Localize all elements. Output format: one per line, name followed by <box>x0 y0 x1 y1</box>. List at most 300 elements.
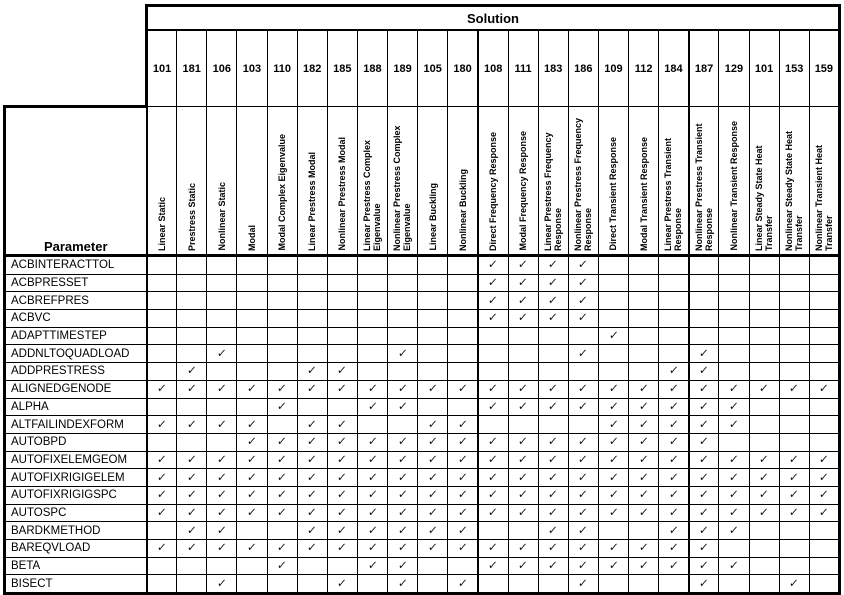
checkmark-icon: ✓ <box>397 347 409 360</box>
checkmark-icon: ✓ <box>246 453 258 466</box>
checkmark-icon: ✓ <box>547 400 559 413</box>
checkmark-icon: ✓ <box>547 560 559 573</box>
solution-name-label: Nonlinear Steady State Heat Transfer <box>784 130 805 251</box>
solution-name <box>418 107 448 256</box>
check-cell <box>629 557 659 575</box>
check-cell <box>598 363 628 381</box>
check-cell <box>237 380 267 398</box>
check-cell <box>147 469 177 487</box>
check-cell <box>749 398 779 416</box>
parameter-header: Parameter <box>5 107 147 256</box>
check-cell <box>237 292 267 310</box>
check-cell <box>598 327 628 345</box>
check-cell <box>418 363 448 381</box>
table-row <box>5 363 840 381</box>
check-cell <box>388 575 418 594</box>
check-cell <box>177 327 207 345</box>
check-cell <box>749 575 779 594</box>
checkmark-icon: ✓ <box>487 259 499 272</box>
solution-number: 183 <box>538 30 568 107</box>
check-cell <box>629 469 659 487</box>
checkmark-icon: ✓ <box>306 489 318 502</box>
checkmark-icon: ✓ <box>276 436 288 449</box>
check-cell <box>629 416 659 434</box>
check-cell <box>327 504 357 522</box>
check-cell <box>779 380 809 398</box>
checkmark-icon: ✓ <box>517 542 529 555</box>
checkmark-icon: ✓ <box>427 542 439 555</box>
table-row <box>5 380 840 398</box>
solution-header: Solution <box>147 6 840 31</box>
checkmark-icon: ✓ <box>366 542 378 555</box>
solution-number: 181 <box>177 30 207 107</box>
check-cell <box>388 256 418 275</box>
solution-name-label: Linear Steady State Heat Transfer <box>753 145 775 251</box>
check-cell <box>538 310 568 328</box>
check-cell <box>207 327 237 345</box>
check-cell <box>388 310 418 328</box>
checkmark-icon: ✓ <box>607 383 619 396</box>
check-cell <box>598 310 628 328</box>
check-cell <box>719 486 749 504</box>
checkmark-icon: ✓ <box>366 560 378 573</box>
check-cell <box>689 469 719 487</box>
checkmark-icon: ✓ <box>577 400 589 413</box>
checkmark-icon: ✓ <box>728 383 740 396</box>
check-cell <box>629 451 659 469</box>
checkmark-icon: ✓ <box>607 436 619 449</box>
table-row <box>5 345 840 363</box>
checkmark-icon: ✓ <box>788 383 800 396</box>
check-cell <box>779 557 809 575</box>
check-cell <box>749 504 779 522</box>
solution-name <box>779 107 809 256</box>
checkmark-icon: ✓ <box>638 436 650 449</box>
checkmark-icon: ✓ <box>818 489 830 502</box>
check-cell <box>478 469 508 487</box>
check-cell <box>508 363 538 381</box>
checkmark-icon: ✓ <box>728 489 740 502</box>
check-cell <box>659 256 689 275</box>
checkmark-icon: ✓ <box>186 524 198 537</box>
check-cell <box>418 486 448 504</box>
checkmark-icon: ✓ <box>366 453 378 466</box>
check-cell <box>659 363 689 381</box>
checkmark-icon: ✓ <box>397 383 409 396</box>
check-cell <box>538 256 568 275</box>
check-cell <box>207 504 237 522</box>
check-cell <box>749 433 779 451</box>
check-cell <box>448 540 478 558</box>
checkmark-icon: ✓ <box>216 418 228 431</box>
solution-name <box>689 107 719 256</box>
check-cell <box>568 433 598 451</box>
checkmark-icon: ✓ <box>427 436 439 449</box>
checkmark-icon: ✓ <box>577 347 589 360</box>
check-cell <box>598 557 628 575</box>
check-cell <box>237 433 267 451</box>
table-row <box>5 327 840 345</box>
check-cell <box>267 433 297 451</box>
checkmark-icon: ✓ <box>216 347 228 360</box>
checkmark-icon: ✓ <box>638 383 650 396</box>
checkmark-icon: ✓ <box>517 560 529 573</box>
check-cell <box>448 451 478 469</box>
check-cell <box>598 256 628 275</box>
check-cell <box>659 451 689 469</box>
parameter-name: ACBINTERACTTOL <box>5 256 147 275</box>
check-cell <box>418 451 448 469</box>
checkmark-icon: ✓ <box>397 524 409 537</box>
checkmark-icon: ✓ <box>156 383 168 396</box>
solution-number: 187 <box>689 30 719 107</box>
solution-number: 103 <box>237 30 267 107</box>
checkmark-icon: ✓ <box>547 259 559 272</box>
table-row <box>5 522 840 540</box>
checkmark-icon: ✓ <box>156 418 168 431</box>
check-cell <box>207 398 237 416</box>
check-cell <box>538 522 568 540</box>
check-cell <box>267 398 297 416</box>
parameter-name: ACBREFPRES <box>5 292 147 310</box>
check-cell <box>719 380 749 398</box>
checkmark-icon: ✓ <box>577 560 589 573</box>
check-cell <box>598 433 628 451</box>
checkmark-icon: ✓ <box>667 560 679 573</box>
check-cell <box>327 274 357 292</box>
check-cell <box>388 469 418 487</box>
check-cell <box>388 345 418 363</box>
checkmark-icon: ✓ <box>547 506 559 519</box>
check-cell <box>237 310 267 328</box>
check-cell <box>689 327 719 345</box>
table-row <box>5 310 840 328</box>
check-cell <box>598 416 628 434</box>
solution-name <box>297 107 327 256</box>
solution-name-label: Nonlinear Prestress Complex Eigenvalue <box>392 125 413 251</box>
checkmark-icon: ✓ <box>336 436 348 449</box>
check-cell <box>297 522 327 540</box>
check-cell <box>327 310 357 328</box>
check-cell <box>418 292 448 310</box>
checkmark-icon: ✓ <box>638 400 650 413</box>
parameter-name: BARDKMETHOD <box>5 522 147 540</box>
checkmark-icon: ✓ <box>577 471 589 484</box>
check-cell <box>418 469 448 487</box>
checkmark-icon: ✓ <box>487 383 499 396</box>
check-cell <box>267 380 297 398</box>
check-cell <box>327 522 357 540</box>
checkmark-icon: ✓ <box>366 489 378 502</box>
check-cell <box>478 433 508 451</box>
checkmark-icon: ✓ <box>698 436 710 449</box>
check-cell <box>629 504 659 522</box>
check-cell <box>388 380 418 398</box>
check-cell <box>749 486 779 504</box>
check-cell <box>629 327 659 345</box>
checkmark-icon: ✓ <box>547 312 559 325</box>
checkmark-icon: ✓ <box>547 524 559 537</box>
check-cell <box>267 540 297 558</box>
check-cell <box>357 451 387 469</box>
check-cell <box>388 416 418 434</box>
solution-name-label: Linear Prestress Transient Response <box>663 137 684 251</box>
checkmark-icon: ✓ <box>547 383 559 396</box>
checkmark-icon: ✓ <box>276 400 288 413</box>
solution-number: 105 <box>418 30 448 107</box>
check-cell <box>207 363 237 381</box>
solution-name-label: Nonlinear Prestress Frequency Response <box>573 117 594 251</box>
solution-number: 110 <box>267 30 297 107</box>
checkmark-icon: ✓ <box>336 418 348 431</box>
checkmark-icon: ✓ <box>427 506 439 519</box>
checkmark-icon: ✓ <box>698 560 710 573</box>
check-cell <box>207 557 237 575</box>
checkmark-icon: ✓ <box>457 383 469 396</box>
checkmark-icon: ✓ <box>306 365 318 378</box>
checkmark-icon: ✓ <box>156 489 168 502</box>
check-cell <box>388 292 418 310</box>
check-cell <box>177 416 207 434</box>
check-cell <box>297 451 327 469</box>
check-cell <box>719 416 749 434</box>
check-cell <box>538 274 568 292</box>
check-cell <box>629 522 659 540</box>
check-cell <box>448 256 478 275</box>
check-cell <box>629 345 659 363</box>
check-cell <box>478 274 508 292</box>
checkmark-icon: ✓ <box>728 418 740 431</box>
check-cell <box>568 522 598 540</box>
check-cell <box>327 292 357 310</box>
check-cell <box>207 292 237 310</box>
check-cell <box>147 398 177 416</box>
check-cell <box>809 522 839 540</box>
checkmark-icon: ✓ <box>397 471 409 484</box>
check-cell <box>538 486 568 504</box>
table-row <box>5 292 840 310</box>
check-cell <box>357 256 387 275</box>
check-cell <box>809 363 839 381</box>
check-cell <box>267 504 297 522</box>
checkmark-icon: ✓ <box>216 383 228 396</box>
check-cell <box>719 274 749 292</box>
check-cell <box>418 398 448 416</box>
checkmark-icon: ✓ <box>607 471 619 484</box>
solution-name <box>147 107 177 256</box>
check-cell <box>357 540 387 558</box>
check-cell <box>779 310 809 328</box>
checkmark-icon: ✓ <box>246 506 258 519</box>
check-cell <box>357 504 387 522</box>
check-cell <box>809 451 839 469</box>
check-cell <box>719 540 749 558</box>
checkmark-icon: ✓ <box>728 471 740 484</box>
check-cell <box>357 398 387 416</box>
check-cell <box>568 398 598 416</box>
check-cell <box>719 504 749 522</box>
check-cell <box>568 486 598 504</box>
check-cell <box>508 345 538 363</box>
check-cell <box>508 292 538 310</box>
check-cell <box>327 486 357 504</box>
parameter-name: ALIGNEDGENODE <box>5 380 147 398</box>
check-cell <box>237 363 267 381</box>
check-cell <box>207 522 237 540</box>
check-cell <box>568 345 598 363</box>
check-cell <box>568 416 598 434</box>
checkmark-icon: ✓ <box>517 436 529 449</box>
checkmark-icon: ✓ <box>336 453 348 466</box>
checkmark-icon: ✓ <box>577 506 589 519</box>
checkmark-icon: ✓ <box>758 489 770 502</box>
check-cell <box>147 292 177 310</box>
check-cell <box>598 345 628 363</box>
check-cell <box>598 469 628 487</box>
checkmark-icon: ✓ <box>577 436 589 449</box>
checkmark-icon: ✓ <box>517 277 529 290</box>
check-cell <box>598 540 628 558</box>
checkmark-icon: ✓ <box>698 453 710 466</box>
check-cell <box>207 575 237 594</box>
check-cell <box>327 327 357 345</box>
check-cell <box>538 345 568 363</box>
table-row <box>5 557 840 575</box>
check-cell <box>357 557 387 575</box>
check-cell <box>267 363 297 381</box>
check-cell <box>448 274 478 292</box>
check-cell <box>357 575 387 594</box>
check-cell <box>147 504 177 522</box>
checkmark-icon: ✓ <box>667 524 679 537</box>
check-cell <box>297 486 327 504</box>
parameter-name: ACBPRESSET <box>5 274 147 292</box>
check-cell <box>508 540 538 558</box>
checkmark-icon: ✓ <box>547 542 559 555</box>
check-cell <box>147 557 177 575</box>
check-cell <box>629 575 659 594</box>
check-cell <box>297 256 327 275</box>
check-cell <box>357 469 387 487</box>
check-cell <box>719 451 749 469</box>
check-cell <box>177 522 207 540</box>
check-cell <box>297 398 327 416</box>
check-cell <box>267 469 297 487</box>
check-cell <box>177 486 207 504</box>
checkmark-icon: ✓ <box>487 436 499 449</box>
check-cell <box>388 363 418 381</box>
checkmark-icon: ✓ <box>638 471 650 484</box>
checkmark-icon: ✓ <box>487 542 499 555</box>
check-cell <box>357 345 387 363</box>
check-cell <box>568 469 598 487</box>
solution-name <box>598 107 628 256</box>
checkmark-icon: ✓ <box>698 506 710 519</box>
check-cell <box>177 433 207 451</box>
check-cell <box>388 504 418 522</box>
checkmark-icon: ✓ <box>788 471 800 484</box>
check-cell <box>568 363 598 381</box>
check-cell <box>538 504 568 522</box>
checkmark-icon: ✓ <box>427 383 439 396</box>
check-cell <box>147 522 177 540</box>
check-cell <box>779 327 809 345</box>
check-cell <box>478 504 508 522</box>
checkmark-icon: ✓ <box>397 542 409 555</box>
checkmark-icon: ✓ <box>276 383 288 396</box>
checkmark-icon: ✓ <box>216 453 228 466</box>
check-cell <box>177 274 207 292</box>
check-cell <box>418 416 448 434</box>
parameter-name: ADDNLTOQUADLOAD <box>5 345 147 363</box>
check-cell <box>237 416 267 434</box>
check-cell <box>147 310 177 328</box>
check-cell <box>388 274 418 292</box>
check-cell <box>538 398 568 416</box>
checkmark-icon: ✓ <box>667 542 679 555</box>
parameter-name: AUTOFIXRIGIGELEM <box>5 469 147 487</box>
checkmark-icon: ✓ <box>667 400 679 413</box>
check-cell <box>177 363 207 381</box>
check-cell <box>237 345 267 363</box>
checkmark-icon: ✓ <box>698 524 710 537</box>
checkmark-icon: ✓ <box>517 312 529 325</box>
check-cell <box>809 469 839 487</box>
solution-name-label: Nonlinear Buckling <box>457 168 468 251</box>
checkmark-icon: ✓ <box>186 506 198 519</box>
check-cell <box>538 469 568 487</box>
checkmark-icon: ✓ <box>728 453 740 466</box>
check-cell <box>207 345 237 363</box>
check-cell <box>598 451 628 469</box>
check-cell <box>719 292 749 310</box>
checkmark-icon: ✓ <box>306 542 318 555</box>
check-cell <box>749 345 779 363</box>
table-row <box>5 486 840 504</box>
check-cell <box>177 557 207 575</box>
check-cell <box>357 380 387 398</box>
check-cell <box>719 398 749 416</box>
check-cell <box>448 398 478 416</box>
check-cell <box>689 575 719 594</box>
checkmark-icon: ✓ <box>427 453 439 466</box>
checkmark-icon: ✓ <box>366 436 378 449</box>
solution-name <box>357 107 387 256</box>
parameter-name: ALPHA <box>5 398 147 416</box>
check-cell <box>719 469 749 487</box>
check-cell <box>388 557 418 575</box>
check-cell <box>779 363 809 381</box>
checkmark-icon: ✓ <box>306 418 318 431</box>
check-cell <box>689 398 719 416</box>
check-cell <box>478 451 508 469</box>
table-row <box>5 540 840 558</box>
checkmark-icon: ✓ <box>397 506 409 519</box>
check-cell <box>448 310 478 328</box>
checkmark-icon: ✓ <box>306 524 318 537</box>
checkmark-icon: ✓ <box>607 542 619 555</box>
checkmark-icon: ✓ <box>276 453 288 466</box>
solution-name-label: Nonlinear Transient Heat Transfer <box>813 144 834 251</box>
check-cell <box>267 345 297 363</box>
check-cell <box>659 345 689 363</box>
check-cell <box>478 540 508 558</box>
check-cell <box>659 486 689 504</box>
check-cell <box>689 540 719 558</box>
checkmark-icon: ✓ <box>758 383 770 396</box>
checkmark-icon: ✓ <box>517 506 529 519</box>
checkmark-icon: ✓ <box>336 577 348 590</box>
